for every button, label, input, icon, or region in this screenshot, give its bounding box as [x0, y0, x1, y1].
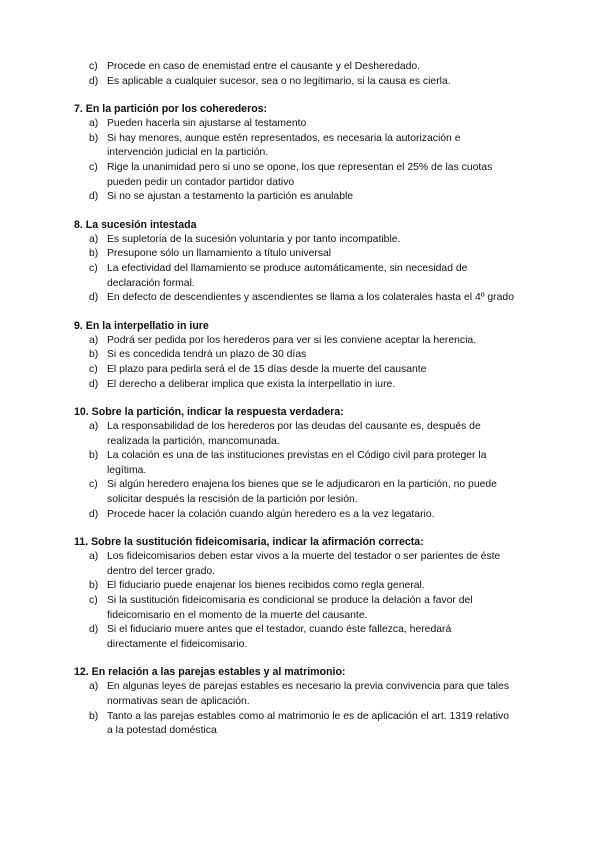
item-text: Es supletoria de la sucesión voluntaria y por tanto incompatible.: [107, 233, 401, 245]
list-item: [0, 378, 600, 393]
list-item: [0, 623, 600, 652]
list-item: [0, 594, 600, 623]
item-text: La colación es una de las instituciones previstas en el Código civil para proteger la legítima.: [107, 450, 487, 476]
list-item: [0, 60, 600, 75]
item-text: Si la sustitución fideicomisaria es condicional se produce la delación a favor del fideicomisario en el momento de la muerte del causante.: [107, 595, 473, 621]
item-text: El derecho a deliberar implica que exista la interpellatio in iure.: [107, 378, 396, 390]
item-text: La responsabilidad de los herederos por las deudas del causante es, después de realizada la partición, mancomunada.: [107, 421, 481, 447]
question-12: [0, 665, 600, 738]
item-text: Es aplicable a cualquier sucesor, sea o no legitimario, si la causa es cierla.: [107, 75, 451, 87]
list-item: [0, 190, 600, 205]
item-letter: b): [89, 349, 99, 361]
list-item: [0, 478, 600, 507]
item-letter: a): [89, 118, 99, 130]
item-letter: b): [89, 248, 99, 260]
question-title: 10. Sobre la partición, indicar la respuesta verdadera:: [74, 406, 344, 419]
item-letter: b): [89, 450, 99, 462]
list-item: [0, 420, 600, 449]
item-text: Si algún heredero enajena los bienes que se le adjudicaron en la partición, no puede solicitar después la rescisión de la partición por lesión.: [107, 479, 497, 506]
item-letter: c): [89, 262, 98, 274]
list-item: [0, 579, 600, 594]
question-11: [0, 535, 600, 652]
list-item: [0, 233, 600, 248]
item-text: Podrá ser pedida por los herederos para ver si les conviene aceptar la herencia.: [107, 334, 477, 346]
list-item: [0, 75, 600, 90]
question-title: 8. La sucesión intestada: [74, 218, 197, 231]
list-item: [0, 291, 600, 306]
item-letter: c): [89, 479, 98, 491]
item-text: Si hay menores, aunque estén representados, es necesaria la autorización e intervención judicial en la partición.: [107, 132, 461, 159]
item-text: En algunas leyes de parejas estables es necesario la previa convivencia para que tales normativas sean de aplicación.: [107, 681, 510, 707]
item-text: El plazo para pedirla será el de 15 días desde la muerte del causante: [107, 363, 427, 375]
item-letter: d): [89, 378, 99, 390]
item-text: Si el fiduciario muere antes que el testador, cuando éste fallezca, heredará directamente el fideicomisario.: [107, 624, 452, 650]
item-letter: a): [89, 233, 99, 245]
item-text: Rige la unanimidad pero si uno se opone, los que representan el 25% de las cuotas pueden pedir un contador partidor dativo: [107, 161, 493, 188]
item-letter: a): [89, 551, 99, 563]
item-text: Si no se ajustan a testamento la partición es anulable: [107, 191, 354, 203]
list-item: [0, 449, 600, 478]
item-letter: d): [89, 624, 99, 636]
question-title: 12. En relación a las parejas estables y al matrimonio:: [74, 666, 346, 679]
list-item: [0, 363, 600, 378]
list-item: [0, 161, 600, 190]
list-item: [0, 680, 600, 709]
item-letter: b): [89, 580, 99, 592]
item-text: Los fideicomisarios deben estar vivos a la muerte del testador o ser parientes de éste dentro del tercer grado.: [107, 551, 501, 577]
list-item: [0, 117, 600, 132]
item-letter: d): [89, 75, 99, 87]
list-item: [0, 348, 600, 363]
list-item: [0, 132, 600, 161]
item-text: Si es concedida tendrá un plazo de 30 días: [107, 349, 307, 361]
item-letter: c): [89, 61, 98, 72]
item-letter: b): [89, 710, 99, 722]
item-letter: d): [89, 508, 99, 520]
item-letter: c): [89, 595, 98, 607]
list-item: [0, 710, 600, 739]
item-text: La efectividad del llamamiento se produce automáticamente, sin necesidad de declaración formal.: [107, 262, 468, 289]
item-letter: d): [89, 292, 99, 304]
item-letter: a): [89, 681, 99, 693]
question-9: [0, 319, 600, 392]
item-letter: b): [89, 132, 99, 144]
intro-list: [0, 60, 600, 89]
item-text: Presupone sólo un llamamiento a título universal: [107, 248, 332, 260]
list-item: [0, 334, 600, 349]
list-item: [0, 508, 600, 523]
item-text: Procede en caso de enemistad entre el causante y el Desheredado.: [107, 61, 421, 72]
list-item: [0, 247, 600, 262]
item-text: Procede hacer la colación cuando algún heredero es a la vez legatario.: [107, 508, 435, 520]
item-text: Tanto a las parejas estables como al matrimonio le es de aplicación el art. 1319 relativo a la potestad doméstica: [107, 710, 509, 737]
item-letter: a): [89, 334, 99, 346]
item-letter: c): [89, 161, 98, 173]
list-item: [0, 262, 600, 291]
question-10: [0, 405, 600, 522]
document-page: [0, 60, 600, 739]
list-item: [0, 550, 600, 579]
item-letter: c): [89, 363, 98, 375]
question-title: 9. En la interpellatio in iure: [74, 319, 209, 332]
question-title: 11. Sobre la sustitución fideicomisaria, indicar la afirmación correcta:: [74, 536, 424, 549]
item-letter: d): [89, 191, 99, 203]
item-text: En defecto de descendientes y ascendientes se llama a los colaterales hasta el 4º grado: [107, 292, 514, 304]
item-text: El fiduciario puede enajenar los bienes recibidos como regla general.: [107, 580, 425, 592]
question-7: [0, 102, 600, 205]
question-8: [0, 218, 600, 306]
item-text: Pueden hacerla sin ajustarse al testamento: [107, 118, 307, 130]
question-title: 7. En la partición por los coherederos:: [74, 103, 268, 116]
item-letter: a): [89, 421, 99, 433]
